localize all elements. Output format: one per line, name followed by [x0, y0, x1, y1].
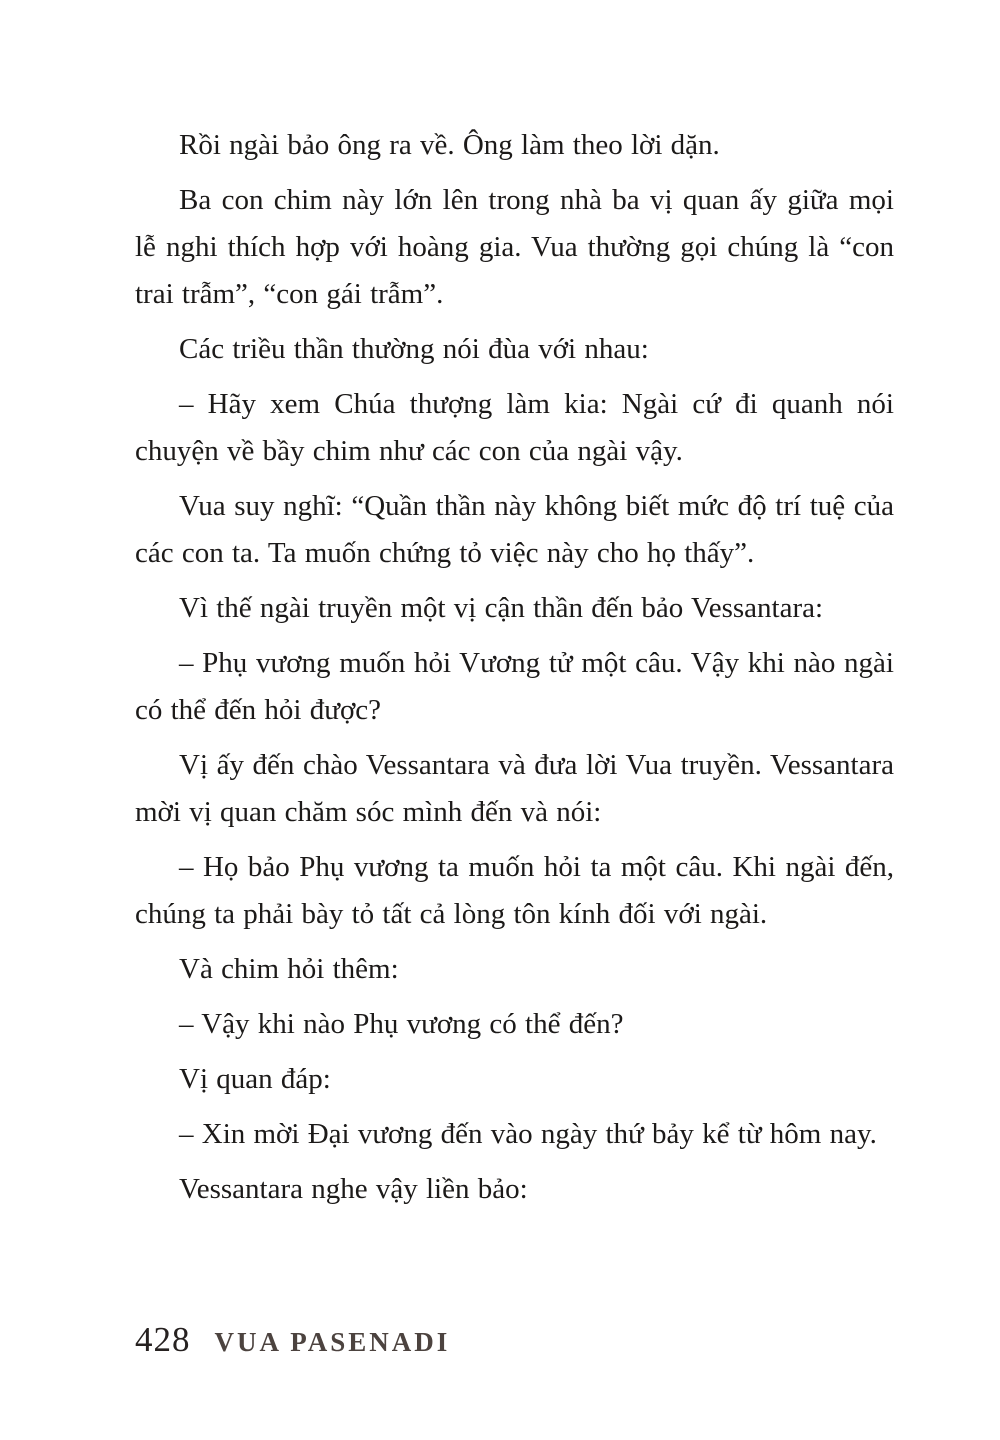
paragraph: Các triều thần thường nói đùa với nhau: [179, 333, 649, 365]
paragraph: – Xin mời Đại vương đến vào ngày thứ bảy kể từ hôm nay. [179, 1118, 877, 1150]
paragraph: Vessantara nghe vậy liền bảo: [179, 1173, 528, 1205]
paragraph: Ba con chim này lớn lên trong nhà ba vị quan ấy giữa mọi lễ nghi thích hợp với hoàng gia. Vua thường gọi chúng là “con trai trẫm”, “con gái trẫm”. [135, 184, 894, 310]
paragraph: – Phụ vương muốn hỏi Vương tử một câu. Vậy khi nào ngài có thể đến hỏi được? [135, 647, 894, 726]
paragraph: – Vậy khi nào Phụ vương có thể đến? [179, 1008, 624, 1040]
paragraph: Vị quan đáp: [179, 1063, 331, 1095]
page-footer [135, 1320, 895, 1360]
paragraph: Rồi ngài bảo ông ra về. Ông làm theo lời dặn. [179, 129, 720, 161]
paragraph: Và chim hỏi thêm: [179, 953, 399, 985]
paragraph: – Họ bảo Phụ vương ta muốn hỏi ta một câu. Khi ngài đến, chúng ta phải bày tỏ tất cả lòng tôn kính đối với ngài. [135, 851, 894, 930]
paragraph: Vua suy nghĩ: “Quần thần này không biết mức độ trí tuệ của các con ta. Ta muốn chứng tỏ việc này cho họ thấy”. [135, 490, 894, 569]
page-number: 428 [135, 1320, 191, 1359]
paragraph: Vì thế ngài truyền một vị cận thần đến bảo Vessantara: [179, 592, 824, 624]
body-text [135, 122, 894, 1221]
paragraph: – Hãy xem Chúa thượng làm kia: Ngài cứ đi quanh nói chuyện về bầy chim như các con của ngài vậy. [135, 388, 894, 467]
paragraph: Vị ấy đến chào Vessantara và đưa lời Vua truyền. Vessantara mời vị quan chăm sóc mình đến và nói: [135, 749, 894, 828]
running-title: VUA PASENADI [214, 1327, 451, 1357]
